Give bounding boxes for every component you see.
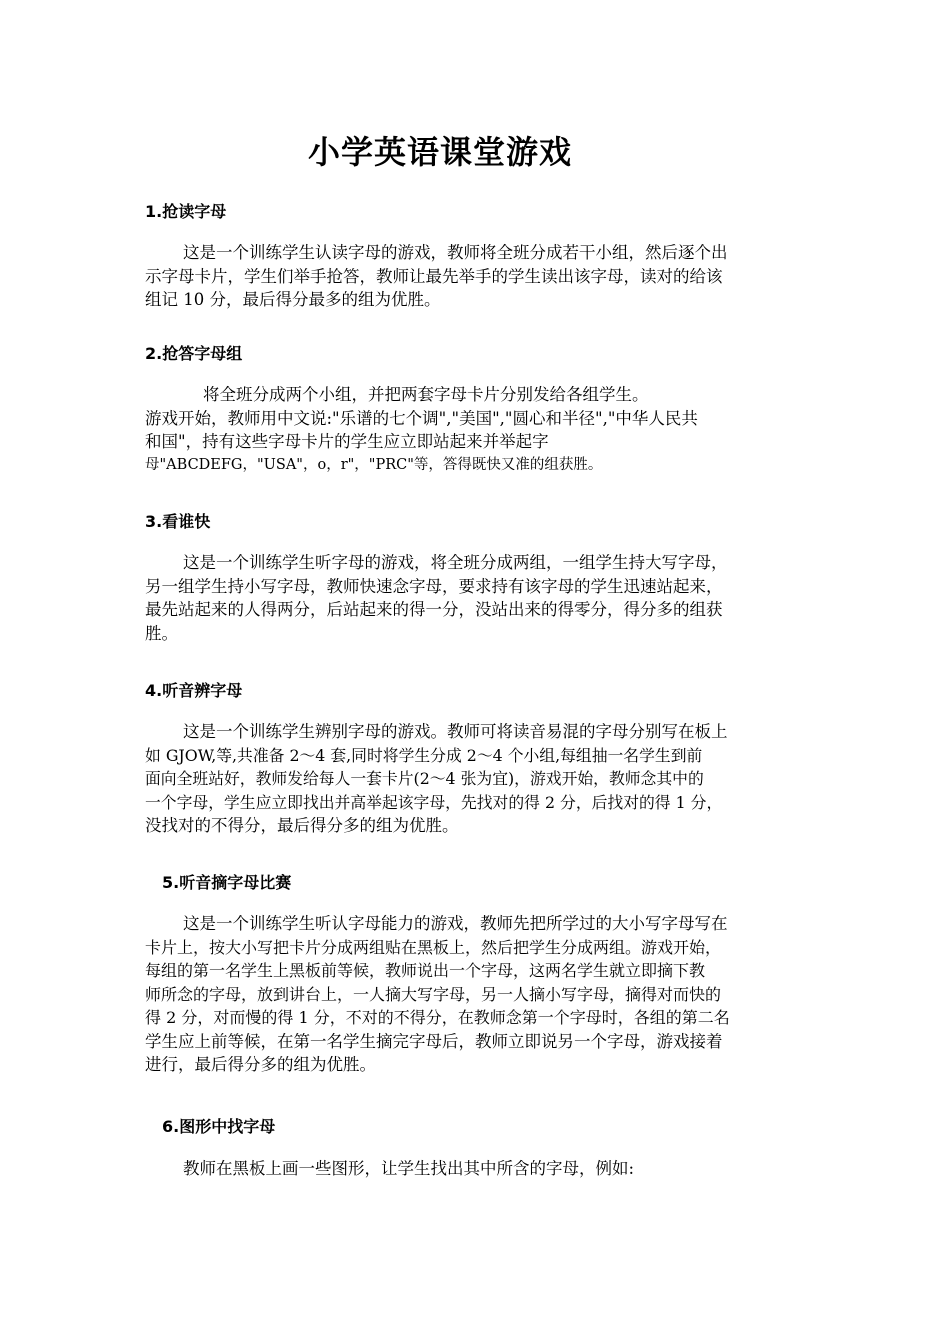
section-1-heading: 1.抢读字母: [145, 202, 227, 221]
section-1-paragraph: [145, 241, 815, 312]
section-5-paragraph: [145, 912, 815, 1077]
paragraph-line: 将全班分成两个小组，并把两套字母卡片分别发给各组学生。: [203, 385, 649, 404]
paragraph-line: 游戏开始，教师用中文说:"乐谱的七个调","美国","圆心和半径","中华人民共: [145, 408, 698, 428]
section-3-heading: 3.看谁快: [145, 512, 211, 531]
paragraph-line: 教师在黑板上画一些图形，让学生找出其中所含的字母，例如:: [183, 1159, 635, 1178]
paragraph-line: 母"ABCDEFG，"USA"，o，r"，"PRC"等，答得既快又准的组获胜。: [145, 456, 603, 473]
paragraph-line: 没找对的不得分，最后得分多的组为优胜。: [145, 816, 459, 835]
paragraph-line: 学生应上前等候，在第一名学生摘完字母后，教师立即说另一个字母，游戏接着: [145, 1031, 723, 1051]
section-4-heading: 4.听音辨字母: [145, 681, 243, 700]
paragraph-line: 一个字母，学生应立即找出并高举起该字母，先找对的得 2 分，后找对的得 1 分，: [145, 792, 723, 812]
paragraph-line: 进行，最后得分多的组为优胜。: [145, 1055, 376, 1074]
paragraph-line: 面向全班站好，教师发给每人一套卡片(2～4 张为宜)，游戏开始，教师念其中的: [145, 769, 704, 788]
section-3-paragraph: [145, 551, 815, 645]
section-6-paragraph: [145, 1157, 815, 1181]
paragraph-line: 如 GJOW,等,共准备 2～4 套,同时将学生分成 2～4 个小组,每组抽一名学生到前: [145, 745, 703, 765]
paragraph-line: 这是一个训练学生听字母的游戏，将全班分成两组，一组学生持大写字母，: [183, 553, 728, 572]
paragraph-line: 和国"，持有这些字母卡片的学生应立即站起来并举起字: [145, 432, 549, 451]
section-5-heading: 5.听音摘字母比赛: [162, 873, 292, 892]
section-4-paragraph: [145, 720, 815, 838]
paragraph-line: 师所念的字母，放到讲台上，一人摘大写字母，另一人摘小写字母，摘得对而快的: [145, 984, 722, 1004]
paragraph-line: 组记 10 分，最后得分最多的组为优胜。: [145, 290, 441, 309]
paragraph-line: 最先站起来的人得两分，后站起来的得一分，没站出来的得零分，得分多的组获: [145, 600, 723, 619]
paragraph-line: 另一组学生持小写字母，教师快速念字母，要求持有该字母的学生迅速站起来，: [145, 576, 723, 596]
paragraph-line: 胜。: [145, 623, 178, 643]
paragraph-line: 示字母卡片，学生们举手抢答，教师让最先举手的学生读出该字母，读对的给该: [145, 266, 723, 286]
paragraph-line: 每组的第一名学生上黑板前等候，教师说出一个字母，这两名学生就立即摘下教: [145, 961, 706, 980]
section-6-heading: 6.图形中找字母: [162, 1117, 276, 1136]
paragraph-line: 卡片上，按大小写把卡片分成两组贴在黑板上，然后把学生分成两组。游戏开始，: [145, 937, 722, 957]
paragraph-line: 得 2 分，对而慢的得 1 分，不对的不得分，在教师念第一个字母时，各组的第二名: [145, 1008, 730, 1027]
document-title: 小学英语课堂游戏: [307, 133, 572, 171]
paragraph-line: 这是一个训练学生辨别字母的游戏。教师可将读音易混的字母分别写在板上: [183, 722, 728, 741]
paragraph-line: 这是一个训练学生听认字母能力的游戏，教师先把所学过的大小写字母写在: [183, 914, 728, 933]
section-2-heading: 2.抢答字母组: [145, 344, 243, 363]
section-2-paragraph: [145, 383, 815, 477]
paragraph-line: 这是一个训练学生认读字母的游戏，教师将全班分成若干小组，然后逐个出: [183, 243, 728, 262]
